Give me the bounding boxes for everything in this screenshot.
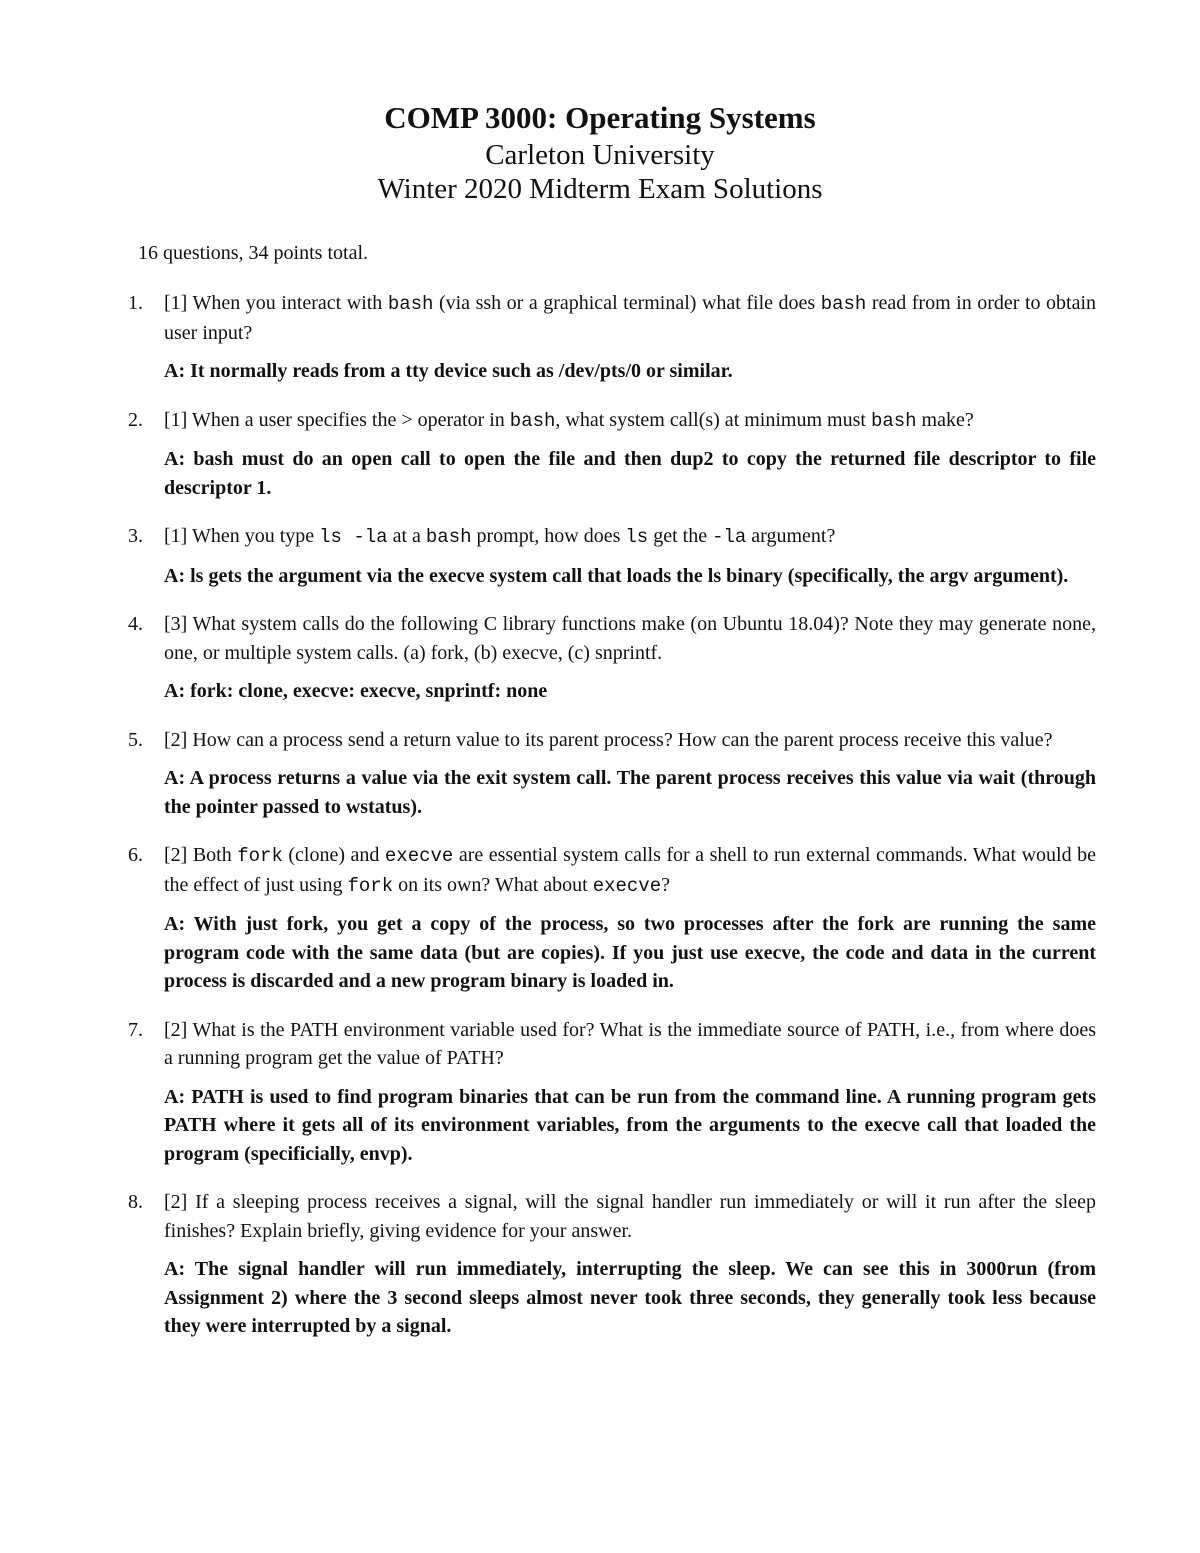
question-text: [2] What is the PATH environment variable used for? What is the immediate source of PATH, i.e., from where does a running program get the value of PATH? [164, 1018, 1096, 1069]
question-text: [1] When you interact with bash (via ssh or a graphical terminal) what file does bash read from in order to obtain user input? [164, 292, 1097, 344]
question-number: 7. [128, 1018, 143, 1041]
question-item [128, 289, 1096, 386]
question-item [128, 610, 1096, 706]
question-item [128, 841, 1096, 996]
answer-text: A: bash must do an open call to open the file and then dup2 to copy the returned file descriptor to file descriptor 1. [164, 448, 1096, 499]
exam-title: Winter 2020 Midterm Exam Solutions [377, 173, 823, 205]
question-number: 3. [128, 525, 143, 547]
question-text: [3] What system calls do the following C library functions make (on Ubuntu 18.04)? Note they may generate none, one, or multiple system calls. (a) fork, (b) execve, (c) snprintf. [164, 613, 1096, 664]
answer-text: A: The signal handler will run immediately, interrupting the sleep. We can see this in 3000run (from Assignment 2) where the 3 second sleeps almost never took three seconds, they generally took less because they were interrupted by a signal. [164, 1258, 1096, 1337]
answer-text: A: fork: clone, execve: execve, snprintf: none [164, 680, 548, 702]
question-number: 6. [128, 844, 143, 866]
question-item [128, 726, 1096, 822]
answer-text: A: ls gets the argument via the execve system call that loads the ls binary (specifically, the argv argument). [164, 564, 1069, 587]
answer-text: A: PATH is used to find program binaries that can be run from the command line. A running program gets PATH where it gets all of its environment variables, from the arguments to the execve call that loaded the program (specificially, envp). [164, 1085, 1096, 1165]
document-header [0, 98, 1200, 206]
question-item [128, 406, 1096, 503]
answer-text: A: It normally reads from a tty device such as /dev/pts/0 or similar. [164, 360, 733, 382]
question-item [128, 1016, 1096, 1169]
question-number: 8. [128, 1191, 143, 1213]
answer-text: A: A process returns a value via the exit system call. The parent process receives this value via wait (through the pointer passed to wstatus). [164, 767, 1096, 818]
exam-summary: 16 questions, 34 points total. [138, 242, 368, 264]
question-text: [2] Both fork (clone) and execve are essential system calls for a shell to run external commands. What would be the effect of just using fork on its own? What about execve? [164, 844, 1096, 897]
question-text: [2] How can a process send a return value to its parent process? How can the parent process receive this value? [164, 728, 1053, 751]
question-list [128, 289, 1096, 1341]
question-number: 4. [128, 613, 143, 635]
question-item [128, 522, 1096, 590]
question-item [128, 1188, 1096, 1341]
institution-name: Carleton University [485, 139, 715, 171]
course-title: COMP 3000: Operating Systems [384, 100, 816, 135]
question-text: [1] When you type ls -la at a bash prompt, how does ls get the -la argument? [164, 525, 836, 548]
question-number: 1. [128, 292, 143, 314]
question-number: 2. [128, 408, 143, 431]
question-number: 5. [128, 728, 143, 751]
answer-text: A: With just fork, you get a copy of the process, so two processes after the fork are running the same program code with the same data (but are copies). If you just use execve, the code and data in the current process is discarded and a new program binary is loaded in. [164, 913, 1096, 992]
question-text: [1] When a user specifies the > operator in bash, what system call(s) at minimum must bash make? [164, 408, 974, 432]
question-text: [2] If a sleeping process receives a signal, will the signal handler run immediately or will it run after the sleep finishes? Explain briefly, giving evidence for your answer. [164, 1191, 1096, 1242]
